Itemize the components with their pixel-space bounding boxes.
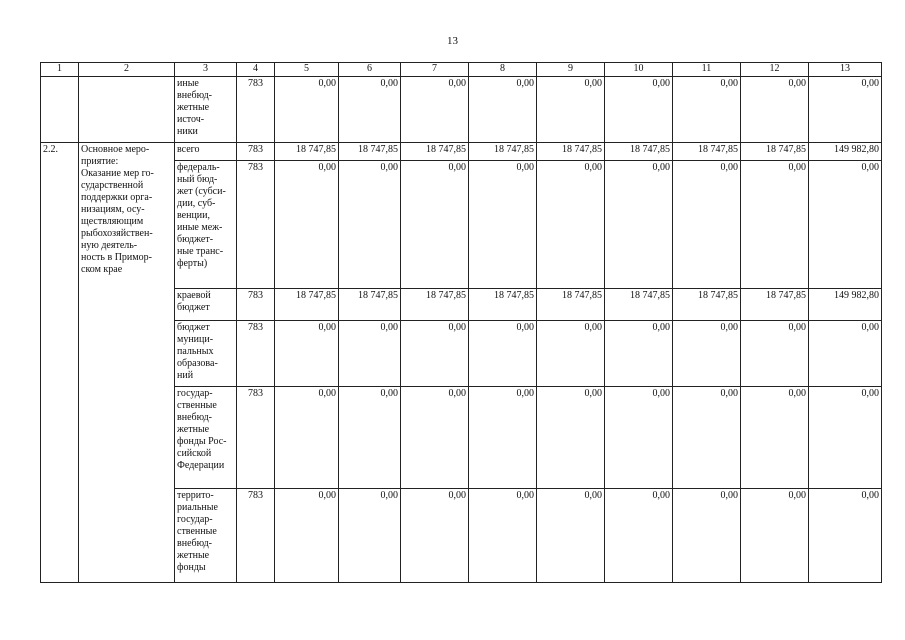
funding-source-cell-line: иные [177,78,199,89]
value-cell: 0,00 [401,489,469,583]
value-cell: 0,00 [469,77,537,143]
funding-source-cell-line: источ- [177,114,205,125]
value-cell: 0,00 [741,321,809,387]
activity-description-cell-line: ском крае [81,264,123,275]
value-cell: 0,00 [275,387,339,489]
value-cell: 0,00 [809,489,882,583]
value-cell: 18 747,85 [741,143,809,161]
value-cell: 0,00 [339,161,401,289]
funding-source-cell-line: внебюд- [177,412,212,423]
value-cell: 0,00 [275,321,339,387]
value-cell: 18 747,85 [673,289,741,321]
column-header-3: 3 [175,63,237,77]
funding-source-cell-line: муници- [177,334,214,345]
value-cell: 149 982,80 [809,289,882,321]
funding-source-cell-line: бюджет- [177,234,214,245]
header-row [41,63,882,77]
value-cell: 0,00 [605,321,673,387]
activity-description-cell-line: сударственной [81,180,144,191]
value-cell: 0,00 [605,77,673,143]
column-header-7: 7 [401,63,469,77]
value-cell: 0,00 [673,387,741,489]
value-cell: 149 982,80 [809,143,882,161]
funding-source-cell-line: федераль- [177,162,220,173]
column-header-11: 11 [673,63,741,77]
funding-source-cell-line: ники [177,126,198,137]
funding-source-cell-line: ферты) [177,258,208,269]
value-cell: 0,00 [809,321,882,387]
funding-source-cell-line: краевой [177,290,211,301]
column-header-1: 1 [41,63,79,77]
value-cell: 18 747,85 [275,289,339,321]
column-header-6: 6 [339,63,401,77]
value-cell: 18 747,85 [469,143,537,161]
value-cell: 0,00 [605,161,673,289]
value-cell: 18 747,85 [339,289,401,321]
code-cell: 783 [237,161,275,289]
value-cell: 0,00 [401,321,469,387]
funding-source-cell-line: бюджет [177,322,210,333]
column-header-4: 4 [237,63,275,77]
row-description-cell [79,77,175,143]
budget-table [40,62,882,583]
funding-source-cell-line: дии, суб- [177,198,216,209]
value-cell: 0,00 [401,77,469,143]
value-cell: 18 747,85 [605,143,673,161]
funding-source-cell-line: жетные [177,550,210,561]
code-cell: 783 [237,77,275,143]
funding-source-cell-line: пальных [177,346,214,357]
funding-source-cell [175,387,237,489]
value-cell: 0,00 [605,489,673,583]
activity-description-cell-line: поддержки орга- [81,192,153,203]
column-header-8: 8 [469,63,537,77]
value-cell: 18 747,85 [401,289,469,321]
value-cell: 0,00 [741,161,809,289]
funding-source-cell-line: ственные [177,526,217,537]
value-cell: 0,00 [275,77,339,143]
funding-source-cell-line: внебюд- [177,90,212,101]
funding-source-cell-line: образова- [177,358,218,369]
value-cell: 0,00 [537,161,605,289]
value-cell: 0,00 [809,387,882,489]
value-cell: 0,00 [339,387,401,489]
value-cell: 0,00 [673,489,741,583]
funding-source-cell-line: иные меж- [177,222,223,233]
activity-description-cell-line: Основное меро- [81,144,150,155]
table-body [41,63,882,583]
value-cell: 0,00 [809,161,882,289]
value-cell: 0,00 [741,387,809,489]
funding-source-cell-line: жет (субси- [177,186,226,197]
code-cell: 783 [237,321,275,387]
value-cell: 0,00 [469,387,537,489]
funding-source-cell [175,161,237,289]
value-cell: 0,00 [673,77,741,143]
value-cell: 0,00 [673,321,741,387]
funding-source-cell-line: ний [177,370,194,381]
code-cell: 783 [237,387,275,489]
funding-source-cell-line: ный бюд- [177,174,218,185]
value-cell: 0,00 [809,77,882,143]
value-cell: 0,00 [469,161,537,289]
funding-source-cell [175,289,237,321]
funding-source-cell-line: венции, [177,210,211,221]
funding-source-cell-line: ные транс- [177,246,224,257]
value-cell: 18 747,85 [469,289,537,321]
funding-source-cell [175,143,237,161]
value-cell: 18 747,85 [673,143,741,161]
column-header-10: 10 [605,63,673,77]
activity-description-cell-line: Оказание мер го- [81,168,154,179]
activity-description-cell-line: ществляющим [81,216,144,227]
value-cell: 0,00 [275,161,339,289]
page-number: 13 [447,35,458,47]
row-index-cell [41,77,79,143]
value-cell: 18 747,85 [741,289,809,321]
funding-source-cell-line: Федерации [177,460,225,471]
value-cell: 18 747,85 [339,143,401,161]
activity-description-cell-line: рыбохозяйствен- [81,228,153,239]
funding-source-cell-line: фонды Рос- [177,436,227,447]
value-cell: 0,00 [401,161,469,289]
funding-source-cell-line: сийской [177,448,212,459]
funding-source-cell-line: ственные [177,400,217,411]
funding-source-cell-line: бюджет [177,302,210,313]
value-cell: 0,00 [469,489,537,583]
value-cell: 0,00 [339,321,401,387]
value-cell: 0,00 [275,489,339,583]
value-cell: 0,00 [741,77,809,143]
value-cell: 0,00 [741,489,809,583]
code-cell: 783 [237,143,275,161]
value-cell: 18 747,85 [605,289,673,321]
value-cell: 18 747,85 [275,143,339,161]
funding-source-cell-line: риальные [177,502,218,513]
funding-source-cell-line: всего [177,144,200,155]
table-row [41,143,882,161]
value-cell: 0,00 [537,387,605,489]
value-cell: 0,00 [469,321,537,387]
value-cell: 0,00 [339,489,401,583]
value-cell: 0,00 [537,321,605,387]
value-cell: 0,00 [605,387,673,489]
funding-source-cell-line: фонды [177,562,206,573]
code-cell: 783 [237,289,275,321]
column-header-2: 2 [79,63,175,77]
funding-source-cell-line: жетные [177,102,210,113]
activity-index-cell: 2.2. [41,143,79,583]
activity-description-cell-line: низациям, осу- [81,204,145,215]
value-cell: 0,00 [537,489,605,583]
funding-source-cell [175,489,237,583]
funding-source-cell [175,77,237,143]
value-cell: 0,00 [673,161,741,289]
value-cell: 18 747,85 [537,289,605,321]
funding-source-cell-line: государ- [177,388,213,399]
value-cell: 0,00 [401,387,469,489]
column-header-9: 9 [537,63,605,77]
funding-source-cell-line: террито- [177,490,214,501]
activity-description-cell-line: приятие: [81,156,119,167]
value-cell: 0,00 [339,77,401,143]
funding-source-cell-line: жетные [177,424,210,435]
funding-source-cell-line: государ- [177,514,213,525]
funding-source-cell [175,321,237,387]
table-row [41,77,882,143]
activity-description-cell-line: ную деятель- [81,240,138,251]
column-header-13: 13 [809,63,882,77]
code-cell: 783 [237,489,275,583]
column-header-12: 12 [741,63,809,77]
funding-source-cell-line: внебюд- [177,538,212,549]
activity-description-cell-line: ность в Примор- [81,252,152,263]
value-cell: 18 747,85 [401,143,469,161]
value-cell: 18 747,85 [537,143,605,161]
column-header-5: 5 [275,63,339,77]
activity-description-cell [79,143,175,583]
value-cell: 0,00 [537,77,605,143]
